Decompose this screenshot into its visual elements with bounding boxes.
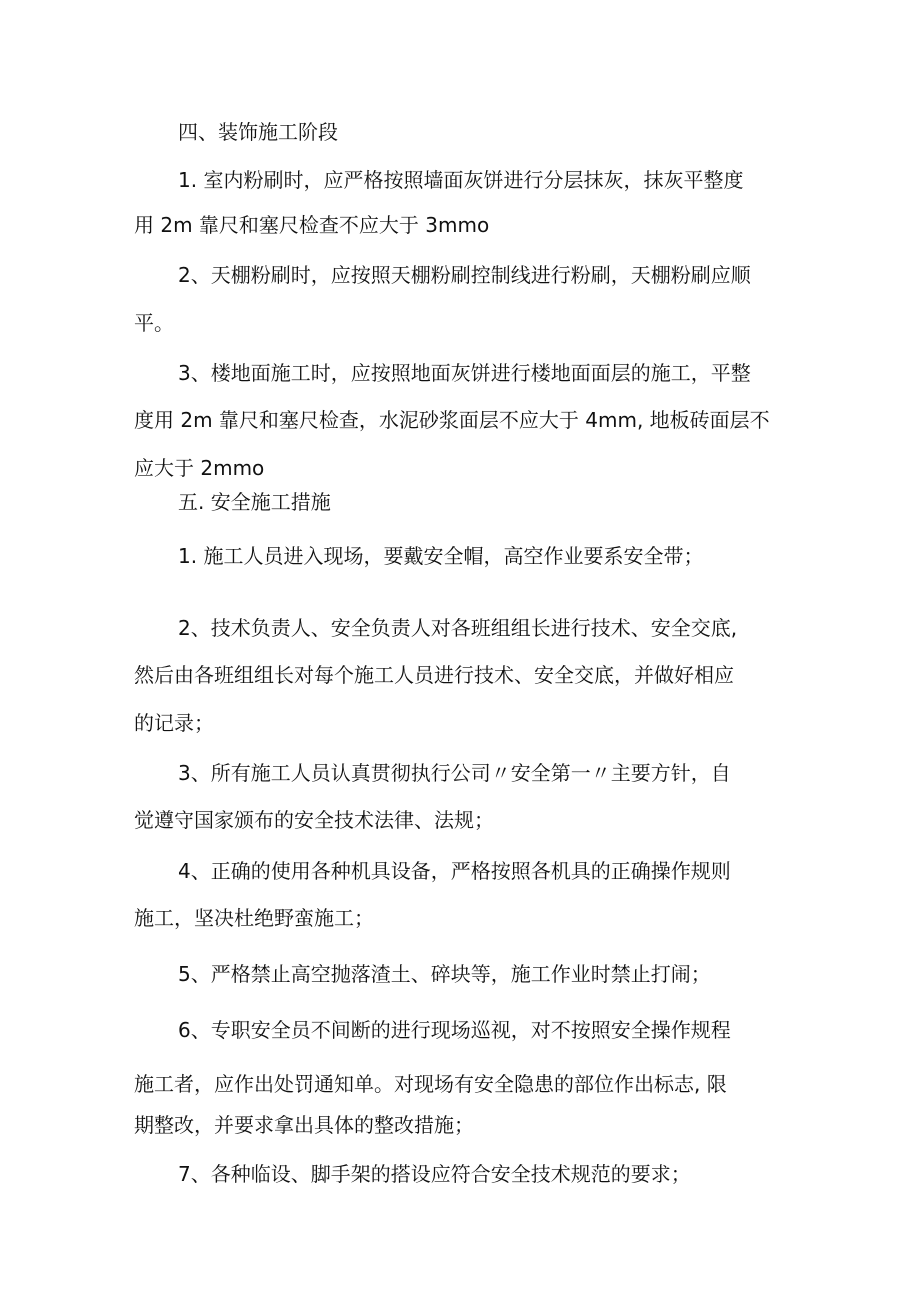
s5-item5-line1: 5、严格禁止高空抛落渣土、碎块等，施工作业时禁止打闹； [178, 962, 711, 986]
s5-item4-line2: 施工，坚决杜绝野蛮施工； [134, 906, 374, 930]
s5-item6-line1: 6、专职安全员不间断的进行现场巡视，对不按照安全操作规程 [178, 1018, 731, 1042]
s4-item3-line3: 应大于 2mmo [134, 456, 265, 480]
s5-item4-line1: 4、正确的使用各种机具设备，严格按照各机具的正确操作规则 [178, 859, 731, 883]
s4-item1-line2: 用 2m 靠尺和塞尺检查不应大于 3mmo [134, 213, 490, 237]
s5-item2-line3: 的记录； [134, 711, 214, 735]
s5-item1-line1: 1. 施工人员进入现场，要戴安全帽，高空作业要系安全带； [178, 544, 704, 568]
s4-item2-line1: 2、天棚粉刷时，应按照天棚粉刷控制线进行粉刷，天棚粉刷应顺 [178, 263, 751, 287]
s5-item7-line1: 7、各种临设、脚手架的搭设应符合安全技术规范的要求； [178, 1162, 691, 1186]
s4-item2-line2: 平。 [134, 311, 174, 335]
s5-item3-line2: 觉遵守国家颁布的安全技术法律、法规； [134, 808, 494, 832]
section-5-heading: 五. 安全施工措施 [178, 490, 331, 514]
s5-item6-line2: 施工者，应作出处罚通知单。对现场有安全隐患的部位作出标志, 限 [134, 1072, 727, 1096]
s5-item6-line3: 期整改，并要求拿出具体的整改措施； [134, 1113, 474, 1137]
section-4-heading: 四、装饰施工阶段 [178, 120, 338, 144]
s4-item1-line1: 1. 室内粉刷时，应严格按照墙面灰饼进行分层抹灰，抹灰平整度 [178, 168, 744, 192]
s5-item3-line1: 3、所有施工人员认真贯彻执行公司〃安全第一〃主要方针，自 [178, 761, 731, 785]
s5-item2-line1: 2、技术负责人、安全负责人对各班组组长进行技术、安全交底, [178, 616, 738, 640]
s5-item2-line2: 然后由各班组组长对每个施工人员进行技术、安全交底，并做好相应 [134, 663, 734, 687]
s4-item3-line1: 3、楼地面施工时，应按照地面灰饼进行楼地面面层的施工，平整 [178, 361, 751, 385]
s4-item3-line2: 度用 2m 靠尺和塞尺检查，水泥砂浆面层不应大于 4mm, 地板砖面层不 [134, 408, 770, 432]
